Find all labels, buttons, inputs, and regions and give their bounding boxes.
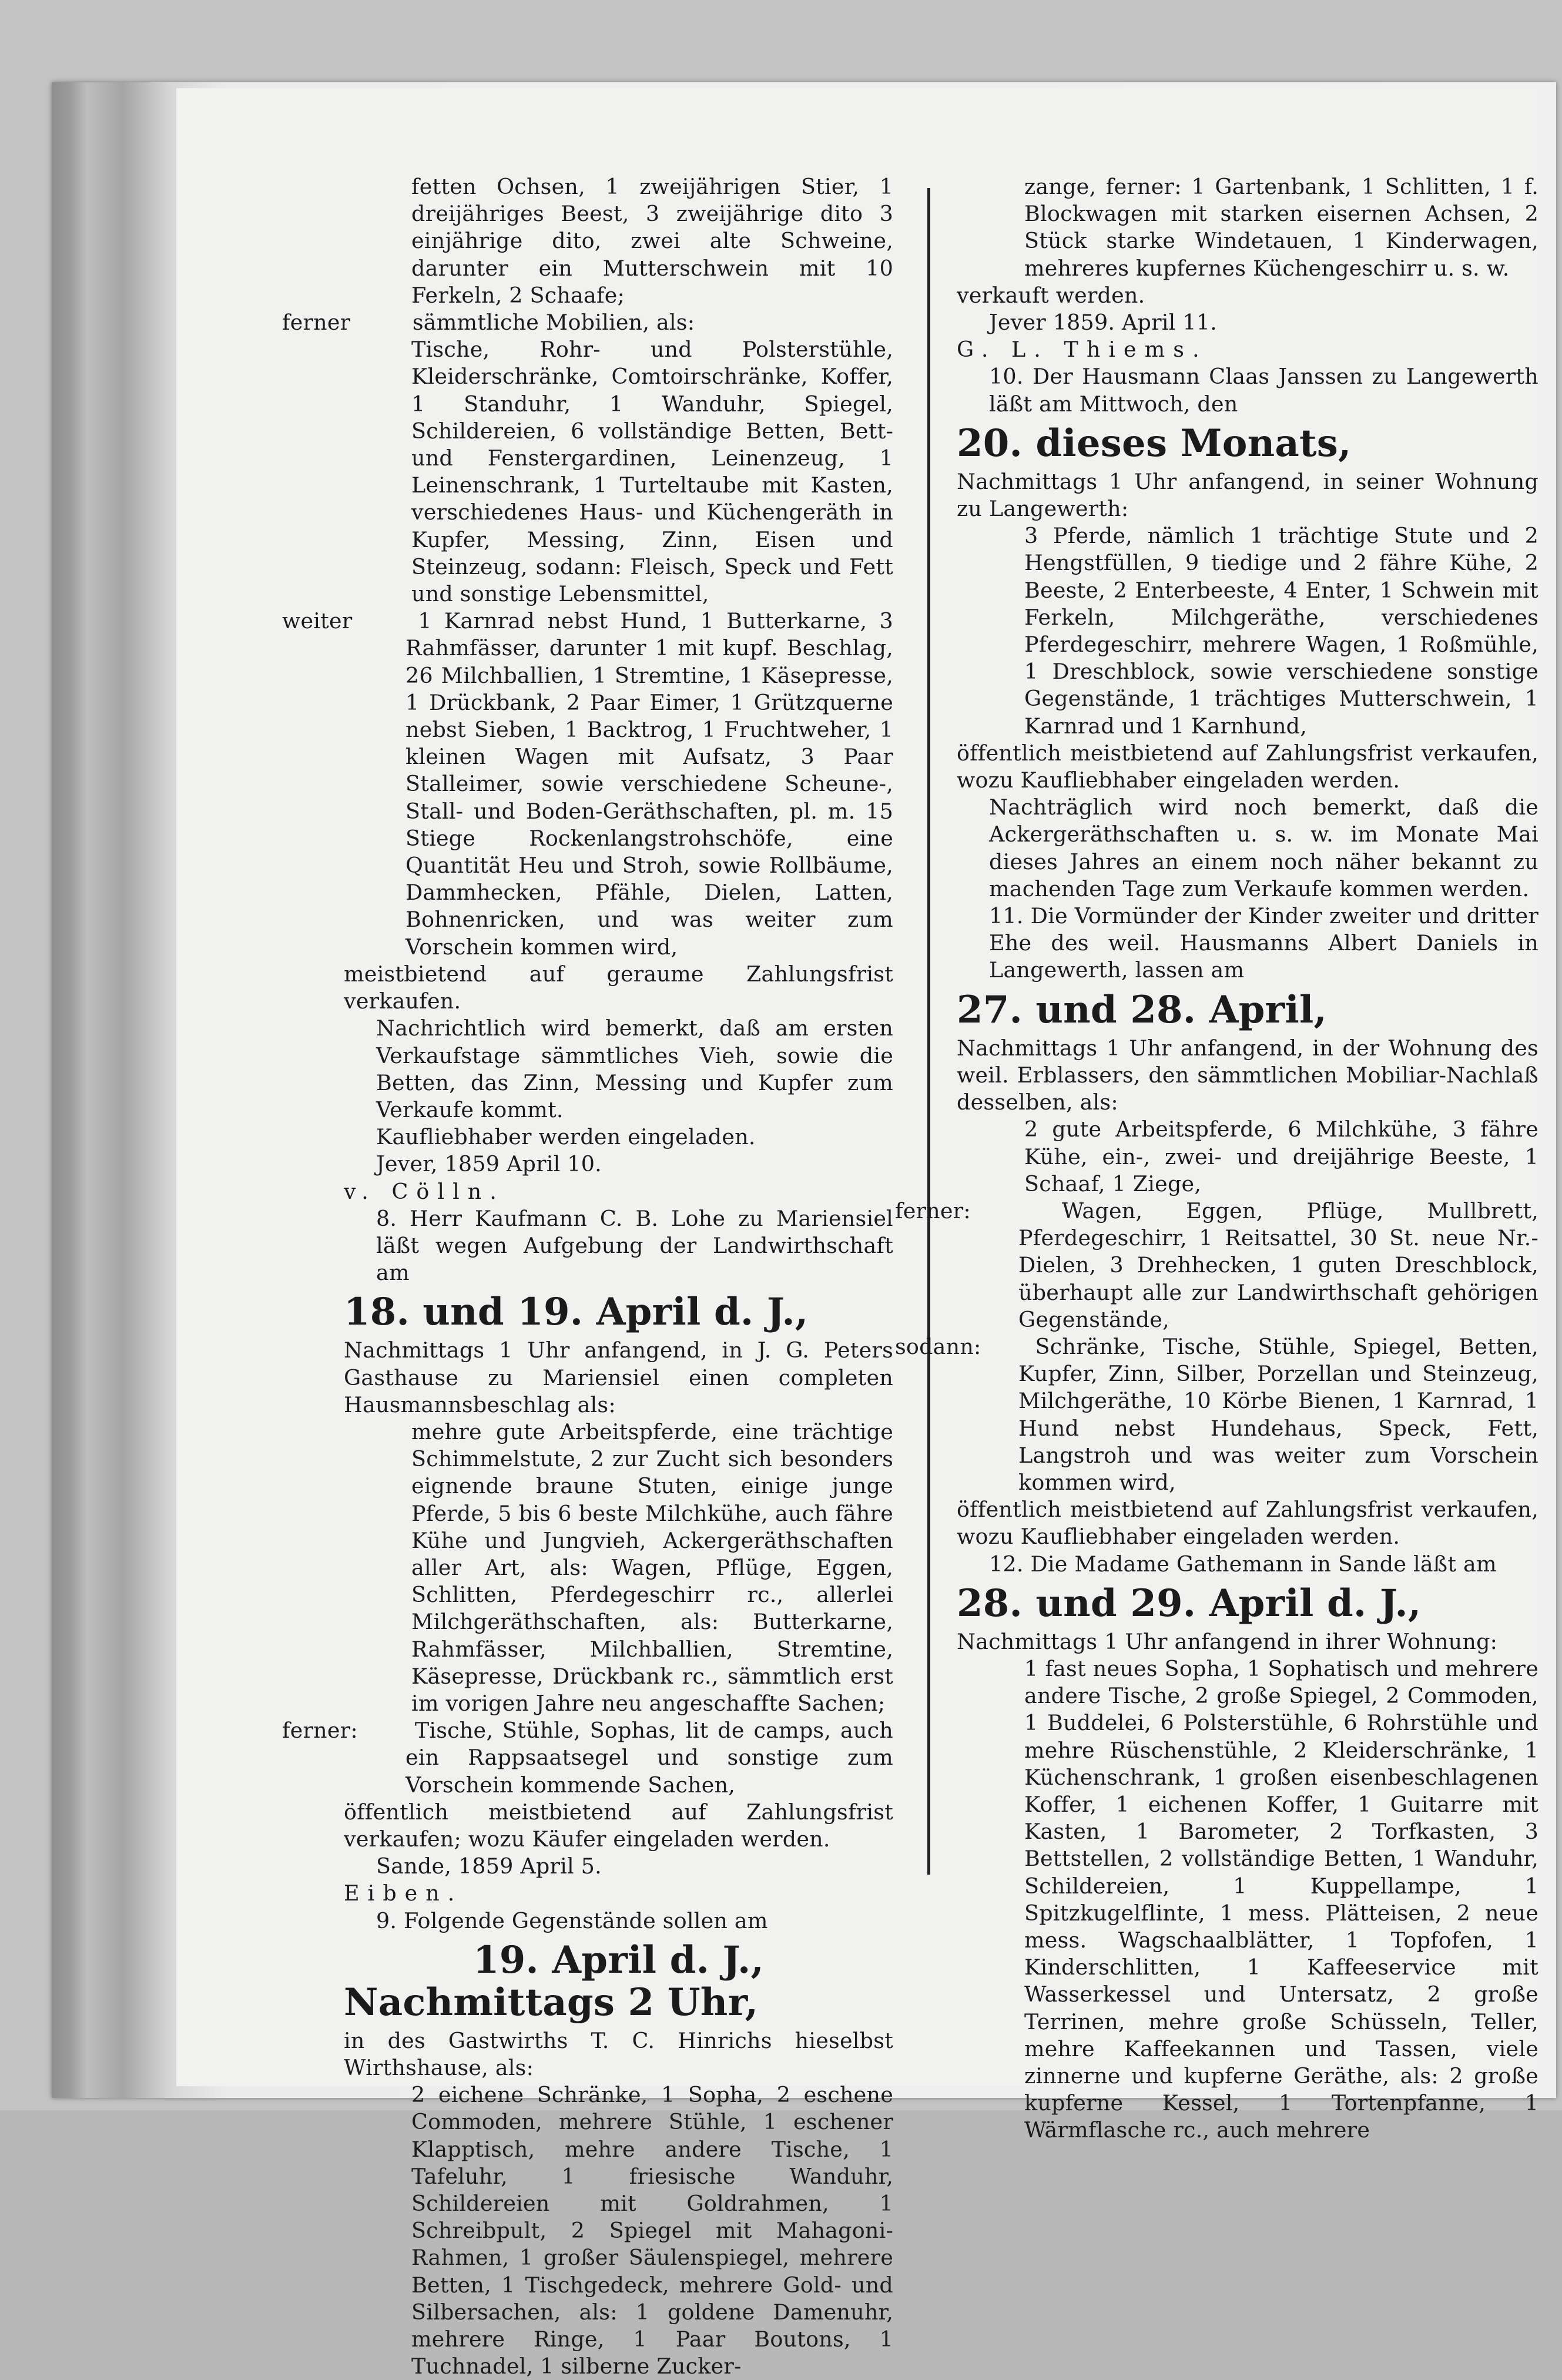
text-paragraph: verkauft werden. xyxy=(957,282,1145,308)
text-paragraph: in des Gastwirths T. C. Hinrichs hieselbst Wirthshause, als: xyxy=(344,2027,893,2080)
labeled-paragraph xyxy=(895,1333,1538,1496)
date-heading: 19. April d. J., Nachmittags 2 Uhr, xyxy=(344,1937,765,2024)
text-paragraph: öffentlich meistbietend auf Zahlungsfrist verkaufen; wozu Käufer eingeladen werden. xyxy=(344,1799,893,1852)
signature: Eiben. xyxy=(344,1880,463,1906)
indented-paragraph: 8. Herr Kaufmann C. B. Lohe zu Mariensiel läßt wegen Aufgebung der Landwirthschaft am xyxy=(376,1205,893,1286)
paragraph-text: 1 Karnrad nebst Hund, 1 Butterkarne, 3 Rahmfässer, darunter 1 mit kupf. Beschlag, 26 Milchballien, 1 Stremtine, 1 Käsepresse, 1 Drückbank, 2 Paar Eimer, 1 Grützquerne nebst Sieben, 1 Backtrog, 1 Fruchtweher, 1 kleinen Wagen mit Aufsatz, 3 Paar Stalleimer, sowie verschiedene Scheune-, Stall- und Boden-Geräthschaften, pl. m. 15 Stiege Rockenlangstrohschöfe, eine Quantität Heu und Stroh, sowie Rollbäume, Dammhecken, Pfähle, Dielen, Latten, Bohnenricken, und was weiter zum Vorschein kommen wird, xyxy=(405,608,893,960)
paragraph-text: Schränke, Tische, Stühle, Spiegel, Betten, Kupfer, Zinn, Silber, Porzellan und Steinzeug, Milchgeräthe, 10 Körbe Bienen, 1 Karnrad, 1 Hund nebst Hundehaus, Speck, Fett, Langstroh und was weiter zum Vorschein kommen wird, xyxy=(1018,1333,1538,1495)
item-list-paragraph: 3 Pferde, nämlich 1 trächtige Stute und 2 Hengstfüllen, 9 tiedige und 2 fähre Kühe, 2 Beeste, 2 Enterbeeste, 4 Enter, 1 Schwein mit Ferkeln, Milchgeräthe, verschiedenes Pferdegeschirr, mehrere Wagen, 1 Roßmühle, 1 Dreschblock, sowie verschiedene sonstige Gegenstände, 1 trächtiges Mutterschwein, 1 Karnrad und 1 Karnhund, xyxy=(1024,523,1538,739)
item-list-paragraph: fetten Ochsen, 1 zweijährigen Stier, 1 dreijähriges Beest, 3 zweijährige dito 3 einjährige dito, zwei alte Schweine, darunter ein Mutterschwein mit 10 Ferkeln, 2 Schaafe; xyxy=(411,174,893,308)
date-heading: 28. und 29. April d. J., xyxy=(957,1581,1422,1625)
indented-paragraph: 12. Die Madame Gathemann in Sande läßt am xyxy=(989,1551,1497,1577)
paragraph-label: weiter xyxy=(282,608,353,634)
text-paragraph: Nachmittags 1 Uhr anfangend, in der Wohnung des weil. Erblassers, den sämmtlichen Mobiliar-Nachlaß desselben, als: xyxy=(957,1035,1538,1115)
item-list-paragraph: zange, ferner: 1 Gartenbank, 1 Schlitten, 1 f. Blockwagen mit starken eisernen Achsen, 2 Stück starke Windetauen, 1 Kinderwagen, mehreres kupfernes Küchengeschirr u. s. w. xyxy=(1024,174,1538,281)
column-divider xyxy=(927,188,930,1875)
paragraph-text: Tische, Stühle, Sophas, lit de camps, auch ein Rappsaatsegel und sonstige zum Vorschein kommende Sachen, xyxy=(405,1718,893,1798)
date-heading: 18. und 19. April d. J., xyxy=(344,1290,809,1335)
item-list-paragraph: 2 gute Arbeitspferde, 6 Milchkühe, 3 fähre Kühe, ein-, zwei- und dreijährige Beeste, 1 Schaaf, 1 Ziege, xyxy=(1024,1117,1538,1196)
paragraph-text: sämmtliche Mobilien, als: xyxy=(412,310,695,336)
signature: v. Cölln. xyxy=(344,1178,505,1204)
labeled-paragraph xyxy=(282,309,893,336)
indented-paragraph: 10. Der Hausmann Claas Janssen zu Langewerth läßt am Mittwoch, den xyxy=(989,364,1538,417)
text-paragraph: Nachmittags 1 Uhr anfangend, in J. G. Peters Gasthause zu Mariensiel einen completen Hausmannsbeschlag als: xyxy=(344,1338,893,1417)
paragraph-label: ferner: xyxy=(895,1198,971,1223)
text-paragraph: Nachmittags 1 Uhr anfangend in ihrer Wohnung: xyxy=(957,1628,1498,1654)
labeled-paragraph xyxy=(282,608,893,961)
indented-paragraph: Sande, 1859 April 5. xyxy=(376,1853,602,1879)
indented-paragraph: 11. Die Vormünder der Kinder zweiter und dritter Ehe des weil. Hausmanns Albert Daniels in Langewerth, lassen am xyxy=(989,903,1538,983)
labeled-paragraph xyxy=(282,1717,893,1799)
item-list-paragraph: 1 fast neues Sopha, 1 Sophatisch und mehrere andere Tische, 2 große Spiegel, 2 Commoden, 1 Buddelei, 6 Polsterstühle, 6 Rohrstühle und mehre Rüschenstühle, 2 Kleiderschränke, 1 Küchenschrank, 1 großen eisenbeschlagenen Koffer, 1 eichenen Koffer, 1 Guitarre mit Kasten, 1 Barometer, 2 Torfkasten, 3 Bettstellen, 2 vollständige Betten, 1 Wanduhr, Schildereien, 1 Kuppellampe, 1 Spitzkugelflinte, 1 mess. Plätteisen, 2 neue mess. Wagschaalblätter, 1 Topfofen, 1 Kinderschlitten, 1 Kaffeeservice mit Wasserkessel und Untersatz, 2 große Terrinen, mehre große Schüsseln, Teller, mehre Kaffeekannen und Tassen, viele zinnerne und kupferne Geräthe, als: 2 große kupferne Kessel, 1 Tortenpfanne, 1 Wärmflasche rc., auch mehrere xyxy=(1024,1655,1538,2143)
item-list-paragraph: Tische, Rohr- und Polsterstühle, Kleiderschränke, Comtoirschränke, Koffer, 1 Standuhr, 1 Wanduhr, Spiegel, Schildereien, 6 vollständige Betten, Bett- und Fenstergardinen, Leinenzeug, 1 Leinenschrank, 1 Turteltaube mit Kasten, verschiedenes Haus- und Küchengeräth in Kupfer, Messing, Zinn, Eisen und Steinzeug, sodann: Fleisch, Speck und Fett und sonstige Lebensmittel, xyxy=(411,337,893,607)
text-paragraph: öffentlich meistbietend auf Zahlungsfrist verkaufen, wozu Kaufliebhaber eingeladen werden. xyxy=(957,1497,1538,1550)
indented-paragraph: Nachträglich wird noch bemerkt, daß die Ackergeräthschaften u. s. w. im Monate Mai dieses Jahres an einem noch näher bekannt zu machenden Tage zum Verkaufe kommen werden. xyxy=(989,795,1538,901)
paragraph-label: ferner xyxy=(282,310,351,336)
item-list-paragraph: mehre gute Arbeitspferde, eine trächtige Schimmelstute, 2 zur Zucht sich besonders eignende braune Stuten, einige junge Pferde, 5 bis 6 beste Milchkühe, auch fähre Kühe und Jungvieh, Ackergeräthschaften aller Art, als: Wagen, Pflüge, Eggen, Schlitten, Pferdegeschirr rc., allerlei Milchgeräthschaften, als: Butterkarne, Rahmfässer, Milchballien, Stremtine, Käsepresse, Drückbank rc., sämmtlich erst im vorigen Jahre neu angeschaffte Sachen; xyxy=(411,1419,893,1716)
labeled-paragraph xyxy=(895,1198,1538,1333)
indented-paragraph: Kaufliebhaber werden eingeladen. xyxy=(376,1124,756,1150)
indented-paragraph: Nachrichtlich wird bemerkt, daß am ersten Verkaufstage sämmtliches Vieh, sowie die Betten, das Zinn, Messing und Kupfer zum Verkaufe kommt. xyxy=(376,1015,893,1122)
left-column xyxy=(282,173,893,2380)
date-heading: 20. dieses Monats, xyxy=(957,421,1352,465)
paragraph-label: sodann: xyxy=(895,1333,981,1359)
paragraph-text: Wagen, Eggen, Pflüge, Mullbrett, Pferdegeschirr, 1 Reitsattel, 30 St. neue Nr.-Dielen, 3 Drehhecken, 1 guten Dreschblock, überhaupt alle zur Landwirthschaft gehörigen Gegenstände, xyxy=(1018,1198,1538,1332)
signature: G. L. Thiems. xyxy=(957,337,1208,363)
indented-paragraph: Jever 1859. April 11. xyxy=(989,310,1217,336)
paragraph-label: ferner: xyxy=(282,1718,358,1744)
item-list-paragraph: 2 eichene Schränke, 1 Sopha, 2 eschene Commoden, mehrere Stühle, 1 eschener Klapptisch, mehre andere Tische, 1 Tafeluhr, 1 friesische Wanduhr, Schildereien mit Goldrahmen, 1 Schreibpult, 2 Spiegel mit Mahagoni-Rahmen, 1 großer Säulenspiegel, mehrere Betten, 1 Tischgedeck, mehrere Gold- und Silbersachen, als: 1 goldene Damenuhr, mehrere Ringe, 1 Paar Boutons, 1 Tuchnadel, 1 silberne Zucker- xyxy=(411,2082,893,2379)
indented-paragraph: 9. Folgende Gegenstände sollen am xyxy=(376,1908,768,1933)
date-heading: 27. und 28. April, xyxy=(957,987,1327,1032)
text-paragraph: meistbietend auf geraume Zahlungsfrist verkaufen. xyxy=(344,961,893,1014)
text-paragraph: öffentlich meistbietend auf Zahlungsfrist verkaufen, wozu Kaufliebhaber eingeladen werden. xyxy=(957,740,1538,793)
indented-paragraph: Jever, 1859 April 10. xyxy=(376,1151,602,1177)
right-column xyxy=(895,173,1538,2144)
text-paragraph: Nachmittags 1 Uhr anfangend, in seiner Wohnung zu Langewerth: xyxy=(957,468,1538,522)
